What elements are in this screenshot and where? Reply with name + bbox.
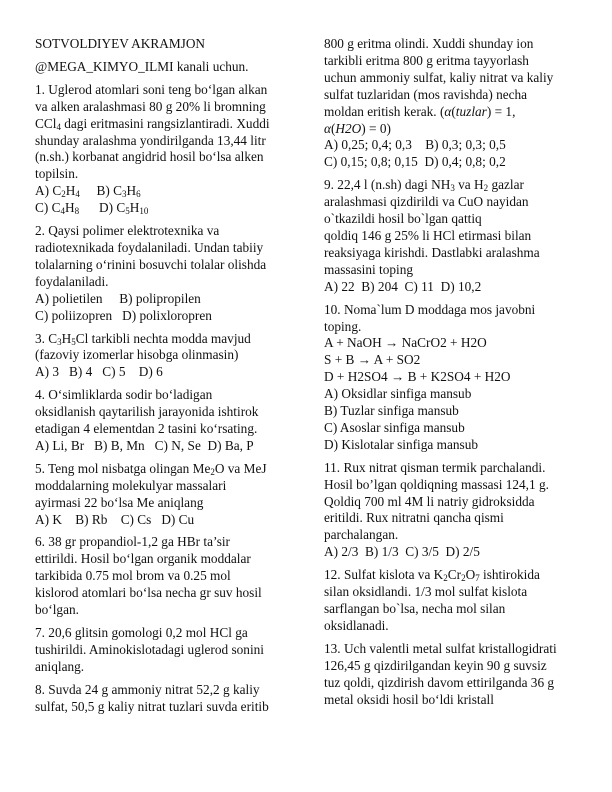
text-line: ayirmasi 22 bo‘lsa Me aniqlang [35,494,204,510]
text-line: sulfat, 50,5 g kaliy nitrat tuzlari suvda eritib [35,698,269,714]
text-line: massasini toping [324,261,414,277]
right-column-block [324,302,586,454]
left-column-block [35,36,297,53]
text-line: C) $C_4H_8$ D) $C_5H_{10}$ [35,200,149,217]
text-line: 5. Teng mol nisbatga olingan $Me_2O$ va MeJ [35,460,267,477]
text-line: 12. Sulfat kislota va $K_2Cr_2O_7$ ishtirokida [324,567,540,584]
text-line: @MEGA_KIMYO_ILMI kanali uchun. [35,58,249,74]
left-column-block [35,534,297,619]
left-column-block [35,59,297,76]
text-line: Hosil bo’lgan qoldiqning massasi 124,1 g. [324,476,549,492]
text-line: 800 g eritma olindi. Xuddi shunday ion [324,36,534,51]
text-line: C) 0,15; 0,8; 0,15 D) 0,4; 0,8; 0,2 [324,154,506,170]
text-line: aralashmasi qizdirildi va CuO nayidan [324,194,529,210]
text-line: shunday aralashma yondirilganda 13,44 litr [35,132,266,148]
text-line: 4. O‘simliklarda sodir bo‘ladigan [35,387,213,403]
text-line: A) 0,25; 0,4; 0,3 B) 0,3; 0,3; 0,5 [324,137,506,153]
left-column-block [35,82,297,217]
left-column-block [35,387,297,455]
text-line: silan oksidlandi. 1/3 mol sulfat kislota [324,584,528,600]
text-line: toping. [324,318,362,334]
text-line: 8. Suvda 24 g ammoniy nitrat 52,2 g kaliy [35,681,260,697]
text-line: reaksiyaga kirishdi. Dastlabki aralashma [324,244,540,260]
text-line: A + NaOH → NaCrO2 + H2O [324,335,487,351]
text-line: B) Tuzlar sinfiga mansub [324,403,459,419]
text-line: (n.sh.) korbanat angidrid hosil bo‘lsa alken [35,149,264,165]
text-line: 10. Noma`lum D moddaga mos javobni [324,301,536,317]
text-line: 3. $C_3H_5Cl$ tarkibli nechta modda mavjud [35,330,251,347]
right-column-block [324,567,586,635]
text-line: (fazoviy izomerlar hisobga olinmasin) [35,347,239,363]
text-line: tarkibida 0.75 mol brom va 0.25 mol [35,568,231,584]
text-line: Qoldiq 700 ml 4M li natriy gidroksidda [324,493,535,509]
left-column-block [35,461,297,529]
text-line: bo‘lgan. [35,602,79,618]
text-line: A) K B) Rb C) Cs D) Cu [35,511,195,527]
text-line: 1. Uglerod atomlari soni teng bo‘lgan alkan [35,81,268,97]
text-line: oksidlanish qaytarilish jarayonida ishtirok [35,404,259,420]
text-line: moddalarning molekulyar massalari [35,477,227,493]
text-line: moldan eritish kerak. (α(tuzlar) = 1, [324,103,516,119]
text-line: kislorod atomlari bo‘lsa necha gr suv hosil [35,585,262,601]
right-column [324,36,586,714]
text-line: 6. 38 gr propandiol-1,2 ga HBr ta’sir [35,534,230,550]
text-line: aniqlang. [35,658,85,674]
left-column-block [35,682,297,716]
text-line: S + B → A + SO2 [324,352,421,368]
text-line: A) 3 B) 4 C) 5 D) 6 [35,364,163,380]
text-line: metal oksidi hosil bo‘ldi kristall [324,691,494,707]
left-column-block [35,223,297,324]
text-line: ettirildi. Hosil bo‘lgan organik moddalar [35,551,251,567]
text-line: CCl$_4$ dagi eritmasini rangsizlantiradi. Xuddi [35,115,270,132]
text-line: oksidlanadi. [324,617,389,633]
text-line: radiotexnikada foydalaniladi. Undan tabiiy [35,239,264,255]
right-column-block [324,641,586,709]
text-line: A) 2/3 B) 1/3 C) 3/5 D) 2/5 [324,544,480,560]
text-line: A) Oksidlar sinfiga mansub [324,386,472,402]
text-line: eritildi. Rux nitratni qancha qismi [324,510,504,526]
text-line: 13. Uch valentli metal sulfat kristallogidrati [324,640,557,656]
text-line: C) Asoslar sinfiga mansub [324,419,465,435]
text-line: sarflangan bo`lsa, necha mol silan [324,601,506,616]
text-line: 2. Qaysi polimer elektrotexnika va [35,223,220,239]
left-column-block [35,331,297,382]
text-line: uchun ammoniy sulfat, kaliy nitrat va kaliy [324,69,554,85]
text-line: A) $C_2H_4$ B) $C_3H_6$ [35,183,141,200]
text-line: D + H2SO4 → B + K2SO4 + H2O [324,369,511,385]
right-column-block [324,36,586,171]
text-line: tuz qoldi, qizdirish davom ettirilganda 36 g [324,674,555,690]
text-line: parchalangan. [324,527,399,543]
text-line: tolalarning o‘rinini bosuvchi tolalar olishda [35,256,267,272]
text-line: A) Li, Br B) B, Mn C) N, Se D) Ba, P [35,437,254,453]
left-column [35,36,297,722]
text-line: 9. 22,4 l (n.sh) dagi $NH_3$ va $H_2$ gazlar [324,177,524,194]
text-line: tushirildi. Aminokislotadagi uglerod sonini [35,641,264,657]
right-column-block [324,177,586,295]
text-line: topilsin. [35,166,79,182]
text-line: o`tkazildi hosil bo`lgan qattiq [324,211,482,227]
text-line: α(H2O) = 0) [324,120,391,136]
text-line: A) 22 B) 204 C) 11 D) 10,2 [324,278,482,294]
text-line: etadigan 4 elementdan 2 tasini ko‘rsating. [35,421,258,437]
text-line: sulfat tuzlaridan (mos ravishda) necha [324,86,528,102]
text-line: foydalaniladi. [35,273,109,289]
text-line: C) poliizopren D) polixloropren [35,307,212,323]
text-line: A) polietilen B) polipropilen [35,290,201,306]
text-line: SOTVOLDIYEV AKRAMJON [35,36,206,51]
right-column-block [324,460,586,561]
text-line: 7. 20,6 glitsin gomologi 0,2 mol HCl ga [35,625,248,640]
text-line: tarkibli eritma 800 g eritma tayyorlash [324,52,529,68]
left-column-block [35,625,297,676]
text-line: 126,45 g qizdirilgandan keyin 90 g suvsiz [324,657,547,673]
text-line: D) Kislotalar sinfiga mansub [324,436,478,452]
text-line: va alken aralashmasi 80 g 20% li bromning [35,98,266,114]
text-line: qoldiq 146 g 25% li HCl etirmasi bilan [324,227,532,243]
text-line: 11. Rux nitrat qisman termik parchalandi. [324,459,546,475]
